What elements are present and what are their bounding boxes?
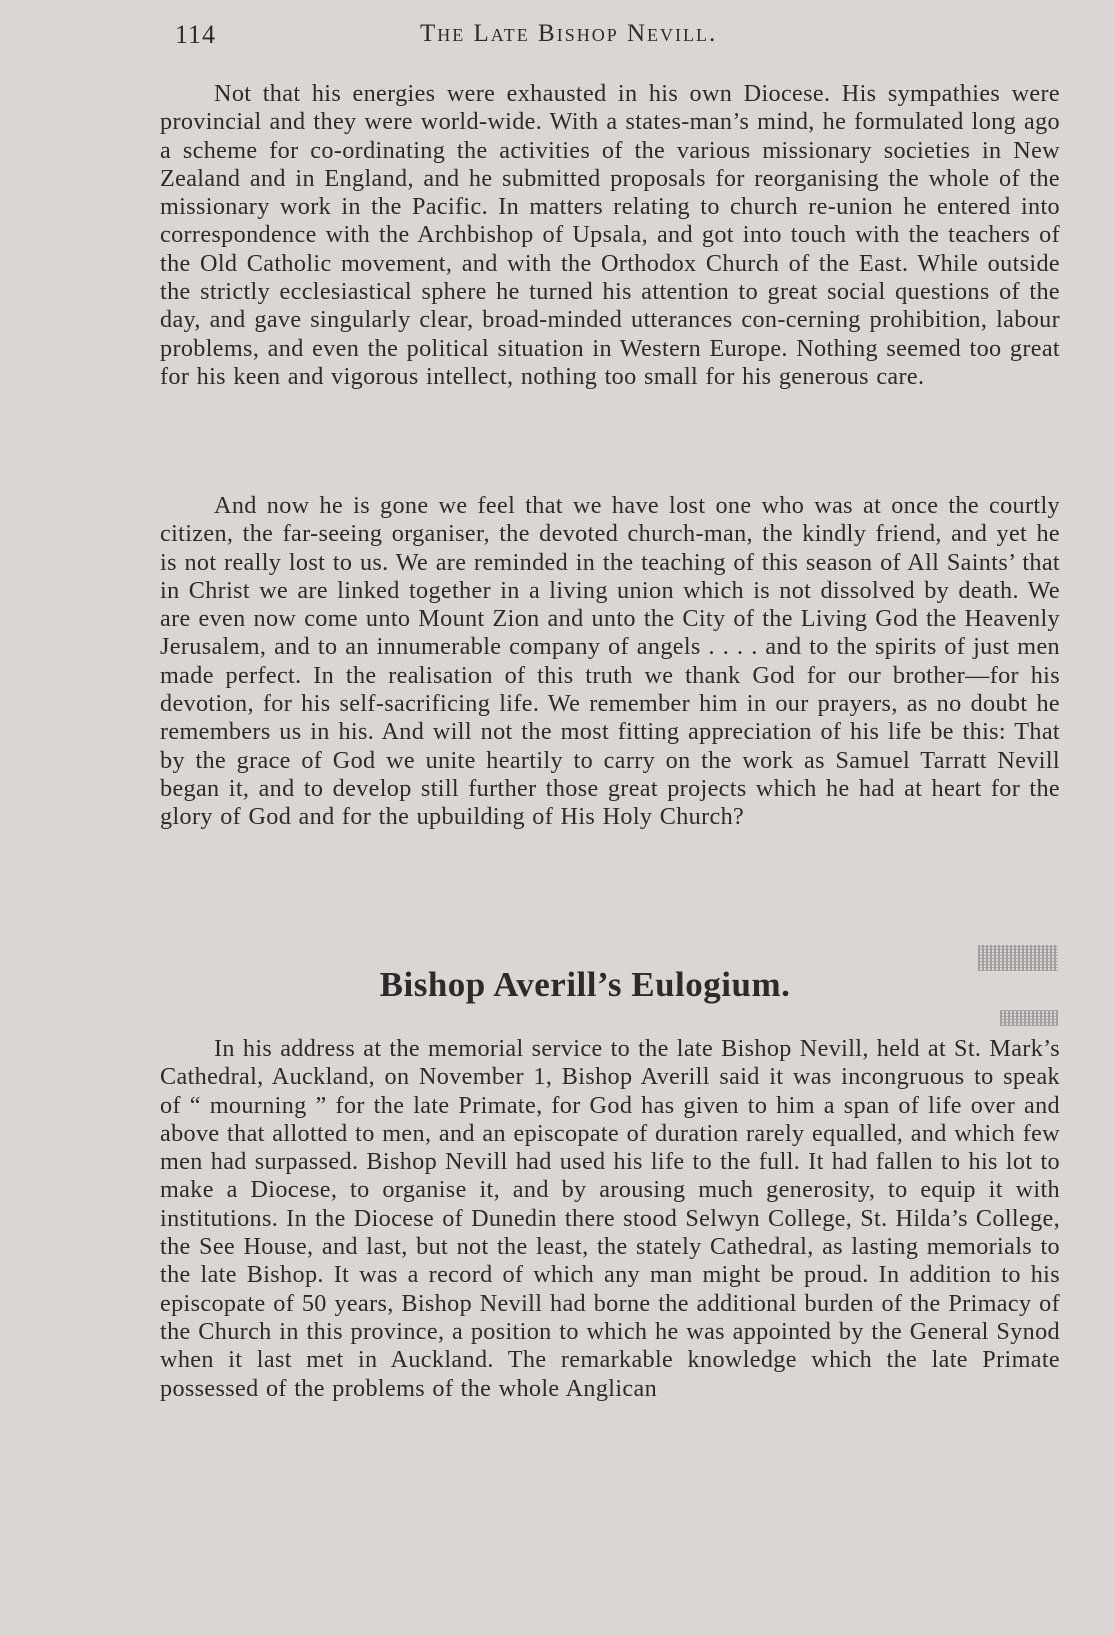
body-paragraph-1: Not that his energies were exhausted in his own Diocese. His sympathies were provincial and they were world-wide. With a states-man’s mind, he formulated long ago a scheme for co-ordinating the activities of the various missionary societies in New Zealand and in England, and he submitted proposals for reorganising the whole of the missionary work in the Pacific. In matters relating to church re-union he entered into correspondence with the Archbishop of Upsala, and got into touch with the teachers of the Old Catholic movement, and with the Orthodox Church of the East. While outside the strictly ecclesiastical sphere he turned his attention to great social questions of the day, and gave singularly clear, broad-minded utterances con-cerning prohibition, labour problems, and even the political situation in Western Europe. Nothing seemed too great for his keen and vigorous intellect, nothing too small for his generous care. <box>160 80 1060 390</box>
body-paragraph-2: And now he is gone we feel that we have lost one who was at once the courtly citizen, the far-seeing organiser, the devoted church-man, the kindly friend, and yet he is not really lost to us. We are reminded in the teaching of this season of All Saints’ that in Christ we are linked together in a living union which is not dissolved by death. We are even now come unto Mount Zion and unto the City of the Living God the Heavenly Jerusalem, and to an innumerable company of angels . . . . and to the spirits of just men made perfect. In the realisation of this truth we thank God for our brother—for his devotion, for his self-sacrificing life. We remember him in our prayers, as no doubt he remembers us in his. And will not the most fitting appreciation of his life be this: That by the grace of God we unite heartily to carry on the work as Samuel Tarratt Nevill began it, and to develop still further those great projects which he had at heart for the glory of God and for the upbuilding of His Holy Church? <box>160 492 1060 831</box>
running-head <box>0 20 1114 54</box>
print-speckle-mark <box>1000 1010 1058 1026</box>
section-paragraph: In his address at the memorial service to the late Bishop Nevill, held at St. Mark’s Cathedral, Auckland, on November 1, Bishop Averill said it was incongruous to speak of “ mourning ” for the late Primate, for God has given to him a span of life over and above that allotted to men, and an episcopate of duration rarely equalled, and which few men had surpassed. Bishop Nevill had used his life to the full. It had fallen to his lot to make a Diocese, to organise it, and by arousing much generosity, to equip it with institutions. In the Diocese of Dunedin there stood Selwyn College, St. Hilda’s College, the See House, and last, but not the least, the stately Cathedral, as lasting memorials to the late Bishop. It was a record of which any man might be proud. In addition to his episcopate of 50 years, Bishop Nevill had borne the additional burden of the Primacy of the Church in this province, a position to which he was appointed by the General Synod when it last met in Auckland. The remarkable knowledge which the late Primate possessed of the problems of the whole Anglican <box>160 1035 1060 1402</box>
running-title: The Late Bishop Nevill. <box>420 20 718 47</box>
page-number: 114 <box>175 20 217 49</box>
section-heading: Bishop Averill’s Eulogium. <box>379 965 791 1004</box>
